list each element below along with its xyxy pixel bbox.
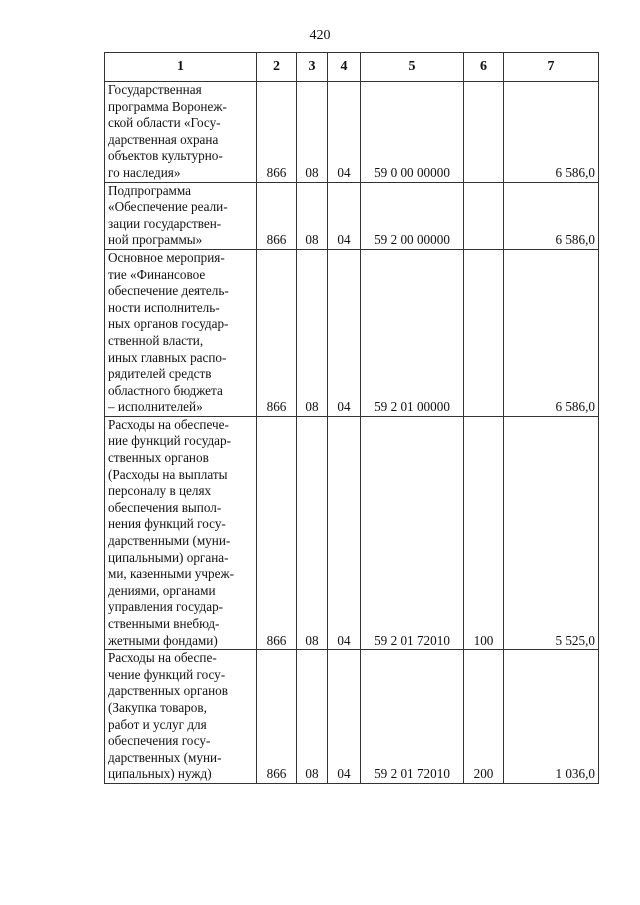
admin-code-cell: 866: [257, 650, 297, 784]
row-name-line: Расходы на обеспече-: [108, 416, 229, 432]
column-header-6: 6: [464, 53, 504, 82]
subsection-code-cell: 04: [328, 650, 361, 784]
row-name-line: «Обеспечение реали-: [108, 199, 228, 215]
row-name-line: ности исполнитель-: [108, 299, 220, 315]
row-name-line: рядителей средств: [108, 366, 212, 382]
row-name-line: Расходы на обеспе-: [108, 650, 217, 666]
table-row: [105, 82, 599, 183]
expense-type-cell: 200: [464, 650, 504, 784]
expense-type-cell: 100: [464, 416, 504, 649]
admin-code-cell: 866: [257, 416, 297, 649]
row-name-line: (Расходы на выплаты: [108, 466, 228, 482]
row-name-line: го наследия»: [108, 164, 181, 180]
row-name-cell: [105, 650, 257, 784]
row-name-line: управления государ-: [108, 599, 224, 615]
row-name-line: обеспечения выпол-: [108, 499, 222, 515]
table-row: [105, 249, 599, 416]
section-code-cell: 08: [297, 416, 328, 649]
target-article-cell: 59 2 01 72010: [361, 650, 464, 784]
subsection-code-cell: 04: [328, 82, 361, 183]
column-header-1: 1: [105, 53, 257, 82]
table-header-row: [105, 53, 599, 82]
row-name-line: ной программы»: [108, 232, 203, 248]
amount-cell: 5 525,0: [504, 416, 599, 649]
row-name-cell: [105, 249, 257, 416]
table-row: [105, 650, 599, 784]
column-header-3: 3: [297, 53, 328, 82]
row-name-line: ципальных) нужд): [108, 766, 212, 782]
row-name-line: Подпрограмма: [108, 182, 192, 198]
subsection-code-cell: 04: [328, 416, 361, 649]
column-header-4: 4: [328, 53, 361, 82]
row-name-line: жетными фондами): [108, 632, 218, 648]
row-name-line: ципальными) органа-: [108, 549, 229, 565]
row-name-line: ственными внебюд-: [108, 616, 220, 631]
amount-cell: 6 586,0: [504, 82, 599, 183]
admin-code-cell: 866: [257, 249, 297, 416]
amount-cell: 6 586,0: [504, 182, 599, 249]
section-code-cell: 08: [297, 249, 328, 416]
row-name-line: областного бюджета: [108, 382, 223, 398]
row-name-line: ственных органов: [108, 450, 209, 466]
row-name-line: дарственных (муни-: [108, 749, 222, 765]
target-article-cell: 59 2 01 00000: [361, 249, 464, 416]
row-name-line: объектов культурно-: [108, 148, 223, 164]
expense-type-cell: [464, 249, 504, 416]
row-name-line: обеспечение деятель-: [108, 283, 229, 299]
column-header-7: 7: [504, 53, 599, 82]
admin-code-cell: 866: [257, 182, 297, 249]
row-name-line: персоналу в целях: [108, 483, 212, 499]
amount-cell: 1 036,0: [504, 650, 599, 784]
target-article-cell: 59 2 01 72010: [361, 416, 464, 649]
table-row: [105, 416, 599, 649]
row-name-line: ской области «Госу-: [108, 115, 221, 131]
subsection-code-cell: 04: [328, 182, 361, 249]
target-article-cell: 59 0 00 00000: [361, 82, 464, 183]
row-name-line: Государственная: [108, 82, 202, 97]
column-header-5: 5: [361, 53, 464, 82]
column-header-2: 2: [257, 53, 297, 82]
expense-type-cell: [464, 82, 504, 183]
page-number: 420: [309, 28, 331, 43]
budget-table: [104, 52, 599, 784]
table-row: [105, 182, 599, 249]
row-name-line: – исполнителей»: [108, 399, 203, 415]
section-code-cell: 08: [297, 82, 328, 183]
row-name-line: дарственная охрана: [108, 131, 219, 147]
row-name-line: ние функций государ-: [108, 433, 232, 449]
row-name-cell: [105, 182, 257, 249]
amount-cell: 6 586,0: [504, 249, 599, 416]
row-name-line: Основное мероприя-: [108, 249, 225, 265]
row-name-line: нения функций госу-: [108, 516, 226, 532]
section-code-cell: 08: [297, 182, 328, 249]
row-name-line: зации государствен-: [108, 215, 222, 231]
row-name-line: дарственных органов: [108, 683, 228, 699]
target-article-cell: 59 2 00 00000: [361, 182, 464, 249]
row-name-cell: [105, 82, 257, 183]
row-name-line: (Закупка товаров,: [108, 699, 207, 715]
row-name-line: дарственными (муни-: [108, 533, 231, 549]
row-name-line: иных главных распо-: [108, 349, 227, 365]
row-name-line: тие «Финансовое: [108, 266, 206, 282]
row-name-line: ми, казенными учреж-: [108, 566, 234, 582]
row-name-line: чение функций госу-: [108, 666, 226, 682]
row-name-line: обеспечения госу-: [108, 733, 211, 749]
expense-type-cell: [464, 182, 504, 249]
subsection-code-cell: 04: [328, 249, 361, 416]
row-name-line: программа Воронеж-: [108, 98, 227, 114]
admin-code-cell: 866: [257, 82, 297, 183]
row-name-line: работ и услуг для: [108, 716, 207, 732]
row-name-line: ственной власти,: [108, 332, 204, 348]
section-code-cell: 08: [297, 650, 328, 784]
row-name-line: дениями, органами: [108, 582, 216, 598]
row-name-cell: [105, 416, 257, 649]
row-name-line: ных органов государ-: [108, 316, 229, 332]
